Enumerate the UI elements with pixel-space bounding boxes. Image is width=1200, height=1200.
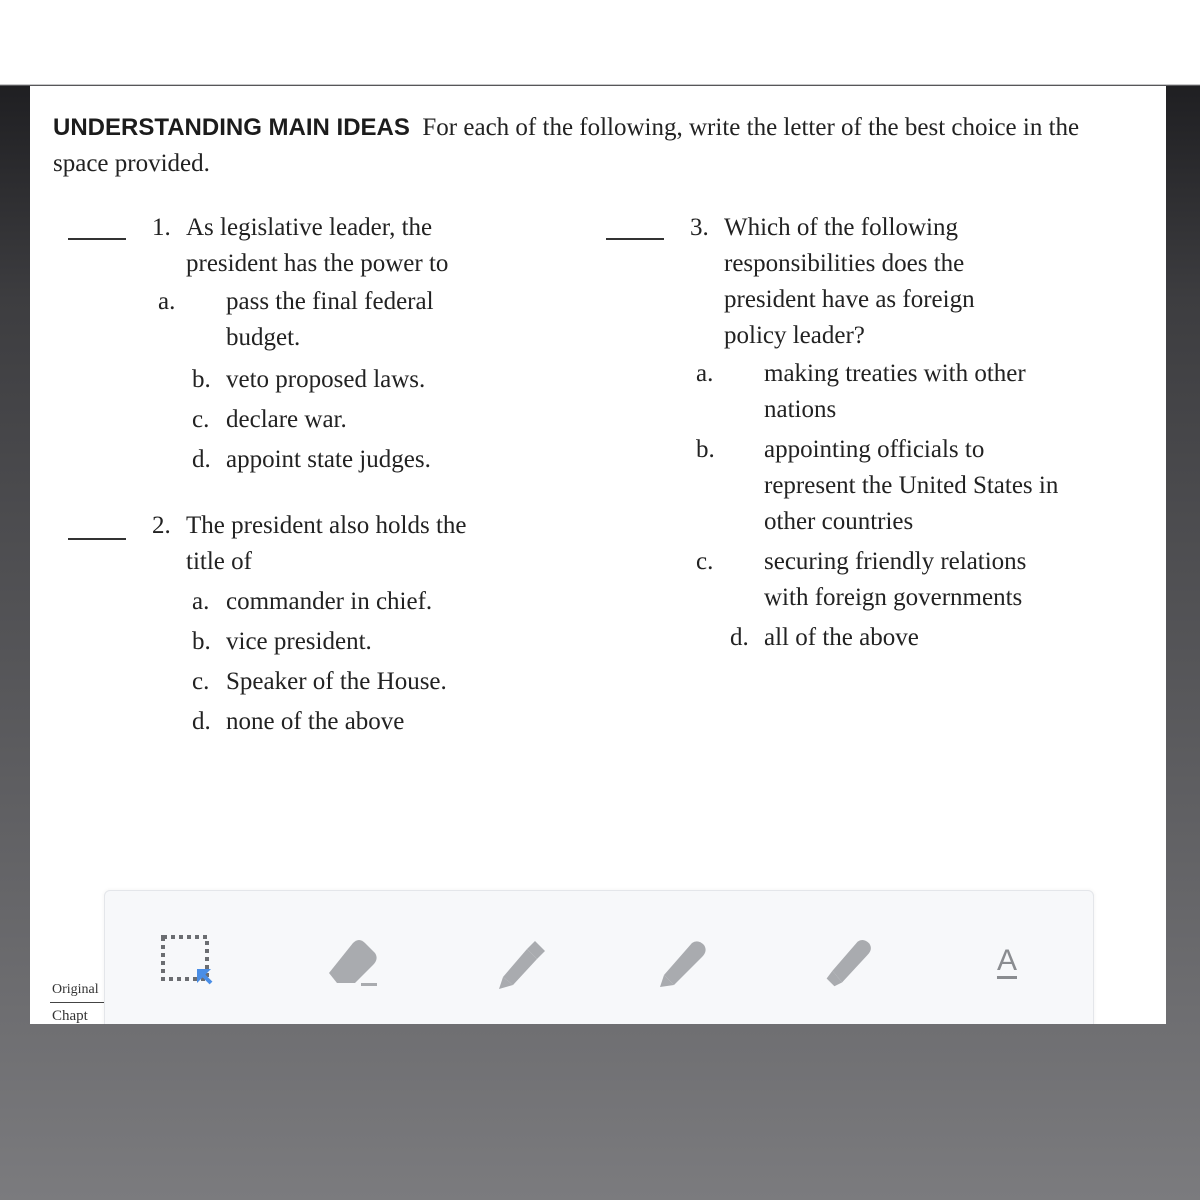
worksheet-page: [30, 86, 1166, 1024]
pen-tool[interactable]: [487, 931, 551, 991]
question-1-option-a: a. pass the final federal budget.: [158, 288, 434, 351]
question-1-stem: 1. As legislative leader, the president has the power to: [152, 214, 449, 277]
question-2-option-c: c. Speaker of the House.: [192, 668, 447, 695]
question-1-option-b: b. veto proposed laws.: [192, 366, 426, 393]
question-3-option-a: a. making treaties with other nations: [696, 360, 1026, 423]
select-area-tool[interactable]: [155, 931, 219, 991]
select-area-icon: [157, 933, 217, 989]
instructions: [53, 110, 1133, 182]
question-1-option-c: c. declare war.: [192, 406, 347, 433]
question-2-option-d: d. none of the above: [192, 708, 405, 735]
section-heading: UNDERSTANDING MAIN IDEAS: [53, 114, 410, 141]
text-tool[interactable]: [975, 931, 1039, 991]
question-1-option-d: d. appoint state judges.: [192, 446, 431, 473]
pen-icon: [487, 931, 551, 991]
question-3-stem: 3. Which of the following responsibilities does the president have as foreign policy leader?: [690, 214, 975, 349]
highlighter-tool[interactable]: [815, 931, 879, 991]
footer-original-label: Original: [52, 982, 99, 997]
marker-tool[interactable]: [650, 931, 714, 991]
question-2-stem: 2. The president also holds the title of: [152, 512, 467, 575]
question-3-option-c: c. securing friendly relations with foreign governments: [696, 548, 1027, 611]
highlighter-icon: [815, 931, 879, 991]
instructions-text: For each of the following, write the letter of the best choice in the space provided.: [53, 114, 1080, 177]
question-2-option-a: a. commander in chief.: [192, 588, 433, 615]
footer-chapter-label: Chapt: [52, 1008, 88, 1024]
question-2-option-b: b. vice president.: [192, 628, 372, 655]
annotation-toolbar: [104, 890, 1094, 1024]
question-3-option-b: b. appointing officials to represent the United States in other countries: [696, 436, 1059, 535]
answer-blank-2[interactable]: [68, 538, 126, 540]
answer-blank-3[interactable]: [606, 238, 664, 240]
eraser-tool[interactable]: [321, 931, 385, 991]
eraser-icon: [321, 933, 385, 989]
marker-icon: [650, 931, 714, 991]
question-3-option-d: d. all of the above: [730, 624, 919, 651]
text-tool-icon: A: [996, 944, 1017, 977]
answer-blank-1[interactable]: [68, 238, 126, 240]
